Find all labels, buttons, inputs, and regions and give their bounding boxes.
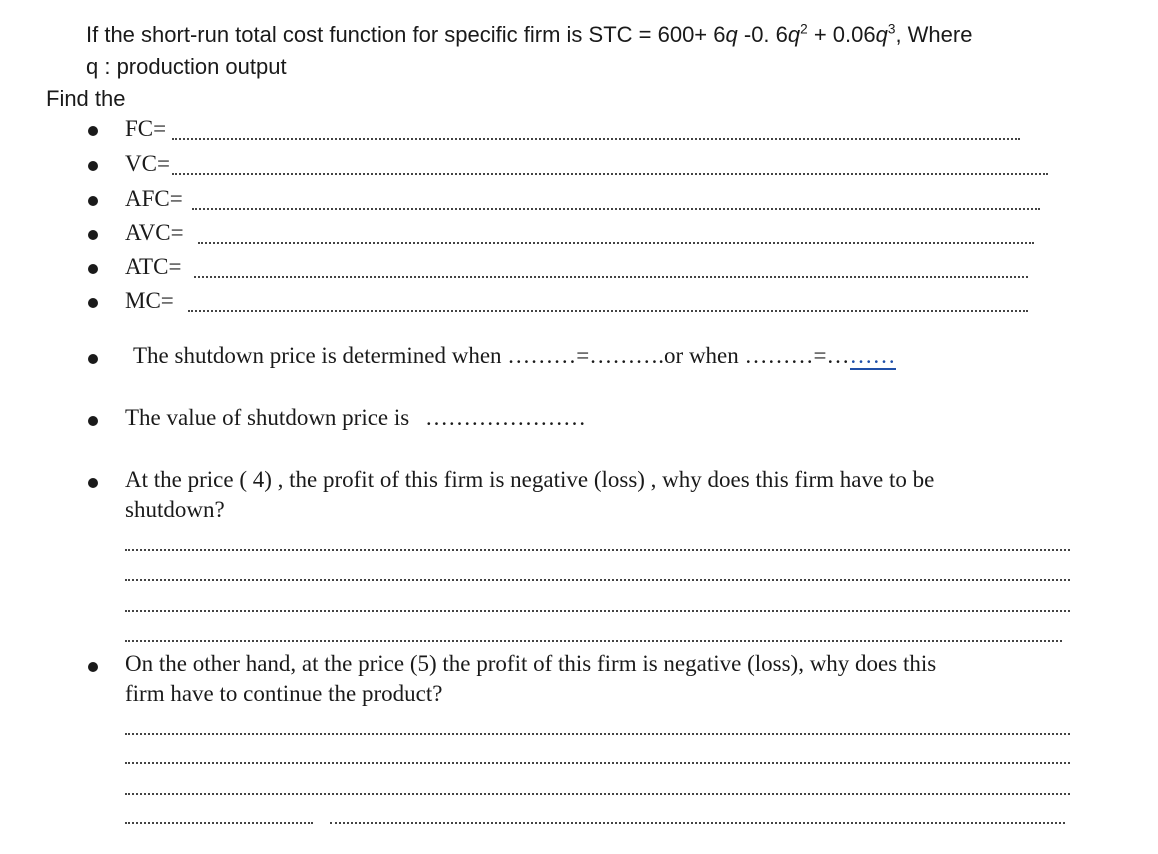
- item-label: MC=: [125, 288, 174, 313]
- find-the-label: Find the: [46, 86, 126, 111]
- question-price-4-line2: shutdown?: [125, 497, 225, 522]
- answer-line[interactable]: [330, 822, 1065, 824]
- shutdown-value-line: The value of shutdown price is …………………: [125, 405, 586, 430]
- answer-line[interactable]: [125, 549, 1070, 551]
- shutdown-value-blank[interactable]: …………………: [424, 405, 586, 430]
- bullet-icon: [88, 126, 98, 136]
- answer-line[interactable]: [125, 733, 1070, 735]
- bullet-icon: [88, 662, 98, 672]
- answer-line[interactable]: [125, 762, 1070, 764]
- question-intro-line1: If the short-run total cost function for specific firm is STC = 600+ 6q -0. $6q^2 + 0.06q^3$, Where: [86, 21, 973, 47]
- question-price-5-line1: On the other hand, at the price (5) the profit of this firm is negative (loss), why does this: [125, 651, 937, 676]
- answer-blank[interactable]: [188, 310, 1028, 312]
- answer-blank[interactable]: [198, 242, 1034, 244]
- item-label: ATC=: [125, 254, 182, 279]
- answer-line[interactable]: [125, 793, 1070, 795]
- shutdown-blank-3[interactable]: ……: [849, 343, 896, 368]
- answer-line[interactable]: [125, 822, 313, 824]
- item-label: FC=: [125, 116, 167, 141]
- shutdown-blank-1[interactable]: ………=……….: [507, 343, 665, 368]
- question-intro-line2: q : production output: [86, 54, 287, 79]
- answer-line[interactable]: [125, 579, 1070, 581]
- item-label: AFC=: [125, 186, 183, 211]
- bullet-icon: [88, 298, 98, 308]
- answer-blank[interactable]: [194, 276, 1028, 278]
- bullet-icon: [88, 264, 98, 274]
- question-price-4-line1: At the price ( 4) , the profit of this firm is negative (loss) , why does this firm have to be: [125, 467, 935, 492]
- bullet-icon: [88, 478, 98, 488]
- bullet-icon: [88, 416, 98, 426]
- bullet-icon: [88, 354, 98, 364]
- item-label: AVC=: [125, 220, 184, 245]
- answer-line[interactable]: [125, 640, 1062, 642]
- answer-blank[interactable]: [192, 208, 1040, 210]
- answer-line[interactable]: [125, 610, 1070, 612]
- question-price-5-line2: firm have to continue the product?: [125, 681, 443, 706]
- answer-blank[interactable]: [172, 138, 1020, 140]
- bullet-icon: [88, 230, 98, 240]
- answer-blank[interactable]: [172, 173, 1048, 175]
- shutdown-condition-line: The shutdown price is determined when ………=……….or when ………=………: [133, 343, 896, 368]
- bullet-icon: [88, 196, 98, 206]
- shutdown-blank-2[interactable]: ………=…: [744, 343, 850, 368]
- bullet-icon: [88, 161, 98, 171]
- item-label: VC=: [125, 151, 170, 176]
